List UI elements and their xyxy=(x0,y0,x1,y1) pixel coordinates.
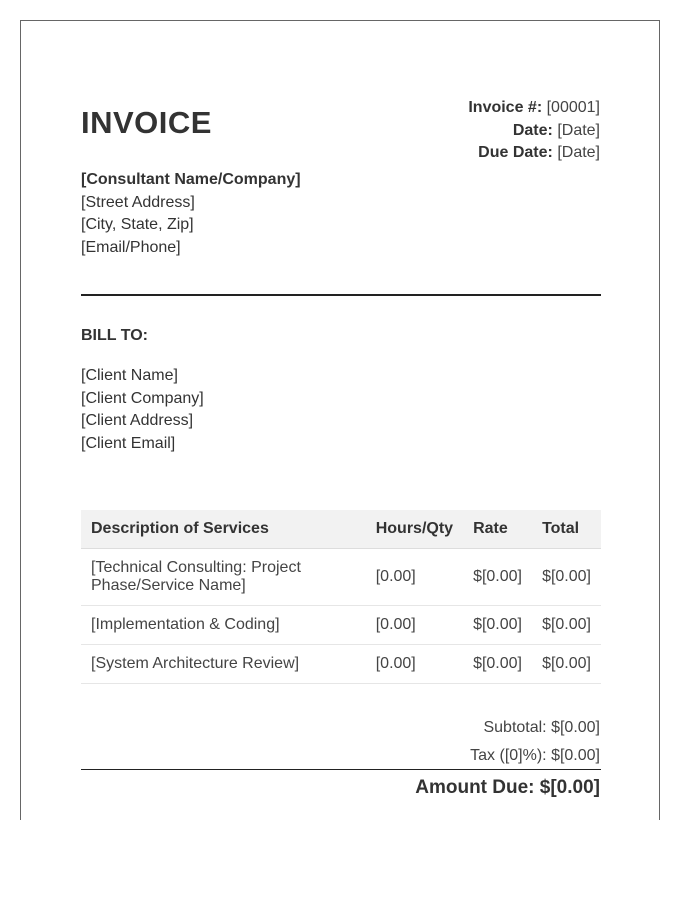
row-rate: $[0.00] xyxy=(463,606,532,645)
invoice-page xyxy=(20,20,660,820)
subtotal: Subtotal: $[0.00] xyxy=(483,719,600,736)
table-row xyxy=(81,645,601,684)
bill-to-heading: BILL TO: xyxy=(81,327,148,344)
invoice-date-value: [Date] xyxy=(557,121,600,139)
client-name: [Client Name] xyxy=(81,367,178,384)
row-total: $[0.00] xyxy=(532,645,601,684)
tax: Tax ([0]%): $[0.00] xyxy=(470,747,600,764)
row-total: $[0.00] xyxy=(532,549,601,606)
services-table xyxy=(81,510,601,684)
invoice-number-value: [00001] xyxy=(546,99,600,116)
row-hours: [0.00] xyxy=(366,606,463,645)
invoice-number-line xyxy=(468,97,600,120)
header-divider xyxy=(81,294,601,296)
invoice-date-label: Date: xyxy=(512,121,553,139)
row-total: $[0.00] xyxy=(532,606,601,645)
totals-divider xyxy=(81,769,601,770)
consultant-street: [Street Address] xyxy=(81,193,195,211)
consultant-city: [City, State, Zip] xyxy=(81,216,194,233)
client-company: [Client Company] xyxy=(81,389,204,407)
bill-to-block xyxy=(81,365,204,455)
invoice-number-label: Invoice #: xyxy=(468,99,543,116)
table-row xyxy=(81,606,601,645)
consultant-block xyxy=(81,169,301,259)
row-rate: $[0.00] xyxy=(463,645,532,684)
totals-block xyxy=(470,714,600,770)
header-rate: Rate xyxy=(463,510,532,549)
header-hours: Hours/Qty xyxy=(366,510,463,549)
table-header-row xyxy=(81,510,601,549)
amount-due: Amount Due: $[0.00] xyxy=(415,777,600,798)
due-date-line xyxy=(468,142,600,165)
row-hours: [0.00] xyxy=(366,645,463,684)
row-hours: [0.00] xyxy=(366,549,463,606)
row-description: [Technical Consulting: Project Phase/Service Name] xyxy=(81,549,366,606)
row-description: [System Architecture Review] xyxy=(81,645,366,684)
client-address: [Client Address] xyxy=(81,412,194,429)
invoice-date-line xyxy=(468,120,600,143)
invoice-meta xyxy=(468,97,600,165)
header-total: Total xyxy=(532,510,601,549)
table-row xyxy=(81,549,601,606)
consultant-contact: [Email/Phone] xyxy=(81,238,181,256)
header-description: Description of Services xyxy=(81,510,366,549)
client-email: [Client Email] xyxy=(81,434,176,452)
consultant-name: [Consultant Name/Company] xyxy=(81,171,301,188)
row-rate: $[0.00] xyxy=(463,549,532,606)
row-description: [Implementation & Coding] xyxy=(81,606,366,645)
invoice-title: INVOICE xyxy=(81,105,212,140)
due-date-value: [Date] xyxy=(557,144,600,161)
due-date-label: Due Date: xyxy=(478,144,553,161)
